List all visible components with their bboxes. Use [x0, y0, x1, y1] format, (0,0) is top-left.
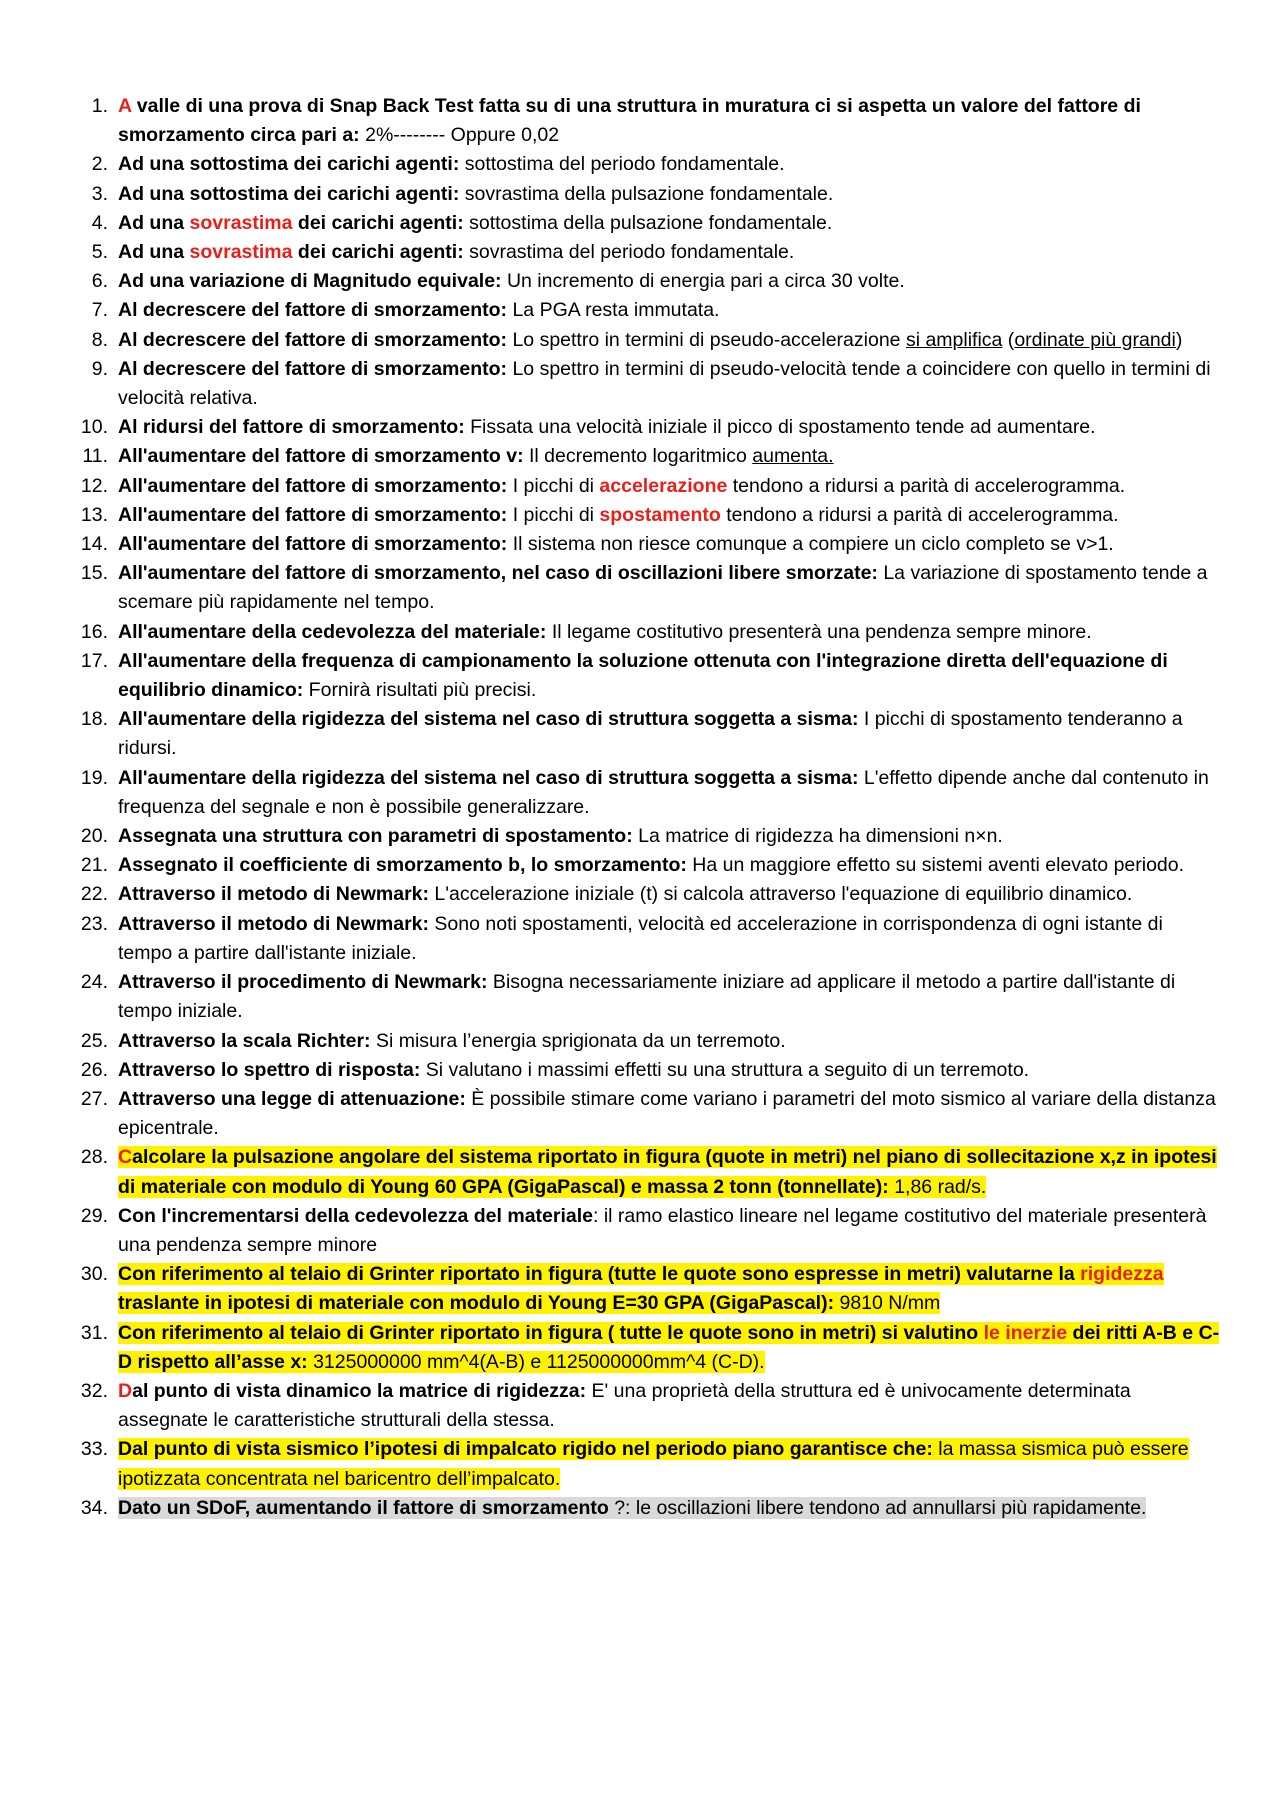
item-answer-text: la massa sismica può essere ipotizzata concentrata nel baricentro dell’impalcato. [118, 1438, 1189, 1490]
item-number: 13. [80, 503, 108, 526]
item-question-text: le inerzie [983, 1321, 1068, 1344]
list-item [60, 472, 1220, 501]
item-answer-text: Bisogna necessariamente iniziare ad applicare il metodo a partire dall'istante di tempo iniziale. [118, 971, 1176, 1023]
item-answer-text: ?: le oscillazioni libere tendono ad annullarsi più rapidamente. [608, 1496, 1147, 1519]
item-answer-text: L'effetto dipende anche dal contenuto in frequenza del segnale e non è possibile generalizzare. [118, 766, 1209, 818]
item-number: 2. [91, 153, 108, 176]
list-item [60, 910, 1220, 968]
item-question-text: Assegnato il coefficiente di smorzamento b, lo smorzamento: [118, 854, 687, 877]
item-question-text: Assegnata una struttura con parametri di spostamento: [118, 825, 633, 848]
item-number: 12. [80, 474, 108, 497]
item-question-text: sovrastima [189, 241, 293, 264]
item-question-text: All'aumentare del fattore di smorzamento v: [118, 445, 524, 468]
list-item [60, 647, 1220, 705]
item-answer-text: ( [1002, 328, 1015, 351]
item-number: 5. [91, 241, 108, 264]
item-number: 26. [80, 1058, 108, 1081]
item-number: 25. [80, 1029, 108, 1052]
item-question-text: Attraverso il procedimento di Newmark: [118, 971, 488, 994]
list-item [60, 92, 1220, 150]
item-number: 19. [80, 766, 108, 789]
item-question-text: All'aumentare del fattore di smorzamento: [118, 474, 508, 497]
item-answer-text: È possibile stimare come variano i parametri del moto sismico al variare della distanza epicentrale. [118, 1087, 1216, 1140]
list-item [60, 355, 1220, 413]
item-number: 22. [80, 883, 108, 906]
list-item [60, 180, 1220, 209]
list-item [60, 1143, 1220, 1201]
item-number: 24. [80, 971, 108, 994]
item-answer-text: I picchi di [507, 503, 600, 526]
item-question-text: Ad una [118, 211, 190, 234]
item-question-text: valle di una prova di Snap Back Test fatta su di una struttura in muratura ci si aspetta un valore del fattore di smorzamento circa pari a: [118, 95, 1141, 147]
list-item [60, 238, 1220, 267]
list-item [60, 1260, 1220, 1318]
item-question-text: All'aumentare del fattore di smorzamento, nel caso di oscillazioni libere smorzate: [118, 562, 878, 585]
item-number: 28. [80, 1146, 108, 1169]
list-item [60, 1494, 1220, 1523]
item-answer-text: I picchi di [507, 474, 600, 497]
item-number: 11. [82, 445, 108, 468]
list-item [60, 413, 1220, 442]
list-item [60, 296, 1220, 325]
item-question-text: All'aumentare della frequenza di campionamento la soluzione ottenuta con l'integrazione diretta dell'equazione di equilibrio dinamico: [118, 649, 1168, 702]
item-number: 1. [91, 95, 108, 117]
item-number: 27. [80, 1087, 108, 1110]
item-answer-text: ) [1175, 328, 1183, 351]
list-item [60, 326, 1220, 355]
item-answer-text: Ha un maggiore effetto su sistemi aventi elevato periodo. [686, 854, 1185, 877]
list-item [60, 501, 1220, 530]
item-answer-text: La variazione di spostamento tende a scemare più rapidamente nel tempo. [118, 562, 1208, 614]
list-item [60, 1435, 1220, 1493]
item-answer-text: 2%-------- Oppure 0,02 [359, 124, 560, 147]
item-answer-text: Sono noti spostamenti, velocità ed accelerazione in corrispondenza di ogni istante di tempo a partire dall'istante iniziale. [118, 912, 1163, 964]
item-answer-text: aumenta. [752, 445, 834, 468]
item-number: 10. [80, 416, 108, 439]
item-question-text: C [118, 1146, 133, 1169]
item-answer-text: : il ramo elastico lineare nel legame costitutivo del materiale presenterà una pendenza sempre minore [118, 1204, 1207, 1256]
item-number: 9. [91, 357, 108, 380]
item-answer-text: si amplifica [905, 328, 1003, 351]
item-number: 21. [80, 854, 108, 877]
item-answer-text: sovrastima della pulsazione fondamentale. [459, 182, 834, 205]
list-item [60, 618, 1220, 647]
item-answer-text: Lo spettro in termini di pseudo-accelerazione [507, 328, 906, 351]
item-answer-text: La matrice di rigidezza ha dimensioni n×n. [632, 825, 1003, 848]
list-item [60, 1085, 1220, 1143]
item-question-text: A [118, 95, 132, 117]
item-answer-text: Fissata una velocità iniziale il picco di spostamento tende ad aumentare. [464, 416, 1096, 439]
item-question-text: Ad una [118, 241, 190, 264]
list-item [60, 705, 1220, 763]
item-question-text: Attraverso lo spettro di risposta: [118, 1058, 421, 1081]
item-question-text: Al decrescere del fattore di smorzamento: [118, 299, 508, 322]
item-answer-text: sottostima della pulsazione fondamentale. [463, 211, 833, 234]
item-question-text: Ad una variazione di Magnitudo equivale: [118, 270, 502, 293]
item-question-text: Attraverso la scala Richter: [118, 1029, 371, 1052]
item-answer-text: E' una proprietà della struttura ed è univocamente determinata assegnate le caratteristiche strutturali della stessa. [118, 1379, 1131, 1432]
item-answer-text: Lo spettro in termini di pseudo-velocità tende a coincidere con quello in termini di velocità relativa. [118, 357, 1211, 410]
item-answer-text: sovrastima del periodo fondamentale. [463, 241, 795, 264]
item-question-text: D [118, 1379, 133, 1402]
item-question-text: sovrastima [189, 211, 293, 234]
item-number: 3. [91, 182, 108, 205]
list-item [60, 880, 1220, 909]
item-number: 33. [80, 1438, 108, 1461]
item-number: 30. [80, 1263, 108, 1286]
list-item [60, 530, 1220, 559]
item-question-text: All'aumentare del fattore di smorzamento: [118, 533, 508, 556]
item-question-text: Con l'incrementarsi della cedevolezza del materiale [118, 1204, 593, 1227]
item-question-text: Al decrescere del fattore di smorzamento: [118, 357, 508, 380]
item-question-text: All'aumentare della rigidezza del sistema nel caso di struttura soggetta a sisma: [118, 708, 859, 731]
item-question-text: dei carichi agenti: [292, 241, 464, 264]
item-number: 34. [80, 1496, 108, 1519]
item-number: 8. [91, 328, 108, 351]
item-number: 14. [80, 533, 108, 556]
item-answer-text: sottostima del periodo fondamentale. [459, 153, 785, 176]
item-number: 7. [91, 299, 108, 322]
item-answer-text: tendono a ridursi a parità di accelerogramma. [727, 474, 1126, 497]
item-question-text: All'aumentare della cedevolezza del materiale: [118, 620, 547, 643]
item-number: 18. [80, 708, 108, 731]
item-question-text: Con riferimento al telaio di Grinter riportato in figura ( tutte le quote sono in metri) si valutino [118, 1321, 984, 1344]
item-number: 15. [80, 562, 108, 585]
item-question-text: Dal punto di vista sismico l’ipotesi di impalcato rigido nel periodo piano garantisce che: [118, 1438, 933, 1461]
list-item [60, 1202, 1220, 1260]
item-question-text: Al ridursi del fattore di smorzamento: [118, 416, 465, 439]
item-answer-text: La PGA resta immutata. [507, 299, 720, 322]
item-question-text: Con riferimento al telaio di Grinter riportato in figura (tutte le quote sono espresse in metri) valutarne la [118, 1263, 1081, 1286]
item-answer-text: tendono a ridursi a parità di accelerogramma. [720, 503, 1119, 526]
item-answer-text: Il decremento logaritmico [523, 445, 753, 468]
item-number: 20. [80, 825, 108, 848]
list-item [60, 764, 1220, 822]
item-answer-text: L'accelerazione iniziale (t) si calcola attraverso l'equazione di equilibrio dinamico. [429, 883, 1133, 906]
question-list [60, 92, 1220, 1523]
item-number: 6. [91, 270, 108, 293]
item-question-text: traslante in ipotesi di materiale con modulo di Young E=30 GPA (GigaPascal): [118, 1292, 835, 1315]
item-number: 23. [80, 912, 108, 935]
list-item [60, 209, 1220, 238]
item-question-text: dei carichi agenti: [292, 211, 464, 234]
item-answer-text: ordinate più grandi [1014, 328, 1176, 351]
item-question-text: Ad una sottostima dei carichi agenti: [118, 153, 460, 176]
item-answer-text: Un incremento di energia pari a circa 30 volte. [501, 270, 905, 293]
item-question-text: alcolare la pulsazione angolare del sistema riportato in figura (quote in metri) nel piano di sollecitazione x,z in ipotesi di [118, 1146, 1217, 1198]
item-question-text: Attraverso il metodo di Newmark: [118, 883, 429, 906]
list-item [60, 851, 1220, 880]
item-question-text: Attraverso il metodo di Newmark: [118, 912, 429, 935]
item-answer-text: Si valutano i massimi effetti su una struttura a seguito di un terremoto. [420, 1058, 1030, 1081]
item-question-text: Ad una sottostima dei carichi agenti: [118, 182, 460, 205]
item-number: 31. [80, 1321, 108, 1344]
item-number: 29. [80, 1204, 108, 1227]
list-item [60, 1056, 1220, 1085]
list-item [60, 968, 1220, 1026]
item-answer-text: 9810 N/mm [834, 1292, 941, 1315]
item-answer-text: Fornirà risultati più precisi. [303, 679, 537, 702]
list-item [60, 442, 1220, 471]
item-question-text: materiale con modulo di Young 60 GPA (GigaPascal) e massa 2 tonn (tonnellate): [140, 1175, 889, 1198]
item-number: 4. [91, 211, 108, 234]
item-question-text: Dato un SDoF, aumentando il fattore di smorzamento [118, 1496, 609, 1519]
item-question-text: accelerazione [599, 474, 728, 497]
item-number: 32. [80, 1379, 108, 1402]
list-item [60, 1377, 1220, 1435]
item-question-text: dei ritti A-B e C- D rispetto all’asse x: [118, 1321, 1220, 1373]
list-item [60, 559, 1220, 617]
list-item [60, 822, 1220, 851]
list-item [60, 1319, 1220, 1377]
item-question-text: Attraverso una legge di attenuazione: [118, 1087, 466, 1110]
item-answer-text: Il sistema non riesce comunque a compiere un ciclo completo se v>1. [507, 533, 1114, 556]
item-answer-text: Si misura l’energia sprigionata da un terremoto. [370, 1029, 786, 1052]
item-answer-text: I picchi di spostamento tenderanno a ridursi. [118, 708, 1183, 760]
item-number: 16. [80, 620, 108, 643]
item-question-text: al punto di vista dinamico la matrice di rigidezza: [132, 1379, 587, 1402]
list-item [60, 150, 1220, 179]
item-question-text: All'aumentare del fattore di smorzamento: [118, 503, 508, 526]
item-answer-text: 3125000000 mm^4(A-B) e 1125000000mm^4 (C-D). [307, 1350, 765, 1373]
item-answer-text: 1,86 rad/s. [888, 1175, 987, 1198]
item-number: 17. [80, 649, 108, 672]
list-item [60, 1027, 1220, 1056]
item-question-text: rigidezza [1080, 1263, 1164, 1286]
item-question-text: All'aumentare della rigidezza del sistema nel caso di struttura soggetta a sisma: [118, 766, 859, 789]
item-question-text: Al decrescere del fattore di smorzamento: [118, 328, 508, 351]
item-question-text: spostamento [599, 503, 721, 526]
list-item [60, 267, 1220, 296]
item-answer-text: Il legame costitutivo presenterà una pendenza sempre minore. [546, 620, 1092, 643]
